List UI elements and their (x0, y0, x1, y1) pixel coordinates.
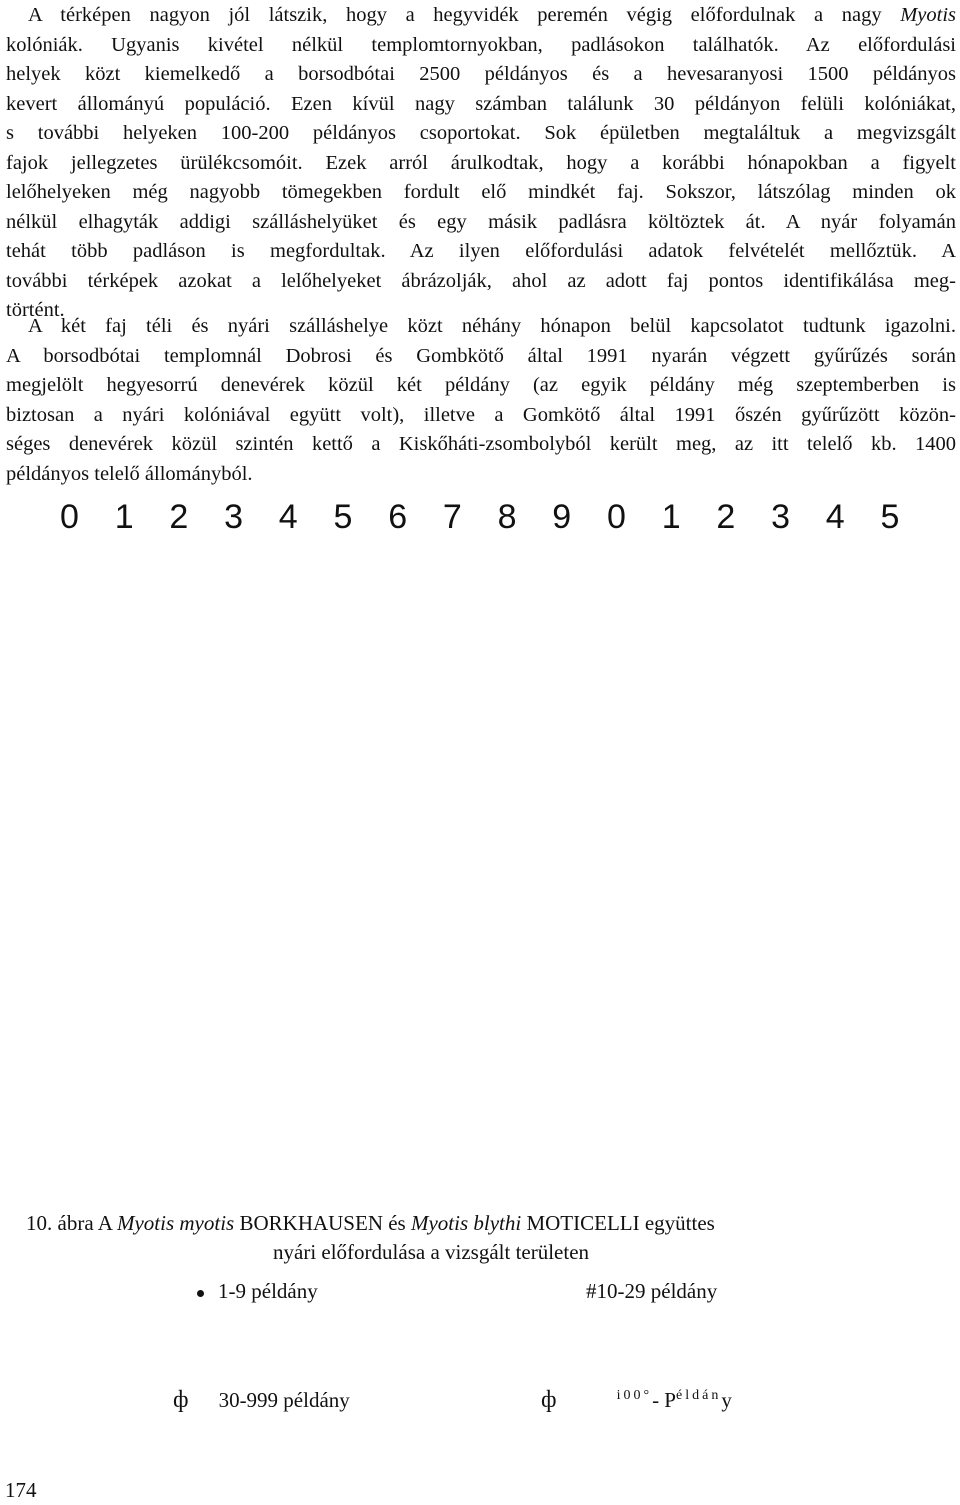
text-line: kolóniák. Ugyanis kivétel nélkül templomtornyokban, padlásokon találhatók. Az előfordulási (6, 33, 956, 56)
text-line: fajok jellegzetes ürülékcsomóit. Ezek arról árulkodtak, hogy a korábbi hónapokban a figyelt (6, 151, 956, 174)
scale-digit-row (60, 498, 910, 548)
legend-item-1000-plus: ф $^{i00^\circ}$- $P^{éldán}y$ (541, 1387, 732, 1413)
scale-digit: 0 (60, 498, 79, 536)
scale-digit: 5 (880, 498, 900, 536)
paragraph-1 (6, 1, 956, 326)
circle-symbol-icon: ф (173, 1387, 189, 1413)
text-line: A két faj téli és nyári szálláshelye közt néhány hónapon belül kapcsolatot tudtunk igazolni. (28, 315, 956, 337)
scale-digit: 1 (661, 498, 681, 536)
text-line: séges denevérek közül szintén kettő a Kiskőháti-zsombolyból került meg, az itt telelő kb. 1400 (6, 433, 956, 455)
scale-digit: 2 (169, 498, 189, 536)
text-line: helyek közt kiemelkedő a borsodbótai 2500 példányos és a hevesaranyosi 1500 példányos (6, 63, 956, 85)
species-name: Myotis (900, 4, 956, 26)
text-line: történt. (6, 299, 65, 321)
scale-digit: 3 (224, 498, 244, 536)
dot-icon (197, 1290, 204, 1297)
legend-item-1-9: 1-9 példány (197, 1279, 318, 1304)
scale-digit: 7 (442, 498, 462, 536)
legend-item-10-29: #10-29 példány (586, 1279, 718, 1303)
text-line: tehát több padláson is megfordultak. Az ilyen előfordulási adatok felvételét mellőztük. A (6, 240, 956, 262)
text-line: nélkül elhagyták addigi szálláshelyüket és egy másik padlásra költöztek át. A nyár folyamán (6, 210, 956, 233)
text-line: A térképen nagyon jól látszik, hogy a hegyvidék peremén végig előfordulnak a nagy Myotis (28, 4, 956, 26)
scale-digit: 2 (716, 498, 736, 536)
page-number: 174 (5, 1478, 37, 1502)
text-line: s további helyeken 100-200 példányos csoportokat. Sok épületben megtaláltuk a megvizsgált (6, 122, 956, 144)
legend-item-30-999: ф 30-999 példány (173, 1387, 350, 1413)
text-line: A borsodbótai templomnál Dobrosi és Gombkötő által 1991 nyarán végzett gyűrűzés során (6, 344, 956, 367)
species-name: Myotis blythi (410, 1211, 522, 1235)
scale-digit: 5 (333, 498, 353, 536)
scale-digit: 0 (607, 498, 626, 536)
text-line: példányos telelő állományból. (6, 462, 253, 485)
scale-digit: 9 (552, 498, 572, 536)
text-line: további térképek azokat a lelőhelyeket ábrázolják, ahol az adott faj pontos identifikálása meg- (6, 269, 956, 292)
scale-digit: 4 (825, 498, 845, 536)
text-line: biztosan a nyári kolóniával együtt volt), illetve a Gomkötő által 1991 őszén gyűrűzött közön- (6, 403, 956, 426)
text-line: lelőhelyeken még nagyobb tömegekben fordult elő mindkét faj. Sokszor, látszólag minden ok (6, 181, 956, 203)
scale-digit: 1 (114, 498, 134, 536)
large-circle-symbol-icon: ф (541, 1387, 557, 1413)
scale-digit: 6 (388, 498, 408, 536)
caption-line-1: 10. ábra A Myotis myotis BORKHAUSEN és Myotis blythi MOTICELLI együttes (26, 1211, 715, 1235)
caption-line-2: nyári előfordulása a vizsgált területen (273, 1240, 590, 1264)
text-line: kevert állományú populáció. Ezen kívül nagy számban találunk 30 példányon felüli kolóniákat, (6, 92, 956, 115)
scale-digit: 8 (497, 498, 517, 536)
species-name: Myotis myotis (116, 1211, 235, 1235)
paragraph-2 (6, 312, 956, 489)
scale-digit: 3 (771, 498, 791, 536)
scale-digit: 4 (278, 498, 298, 536)
text-line: megjelölt hegyesorrú denevérek közül két példány (az egyik példány még szeptemberben is (6, 374, 956, 396)
